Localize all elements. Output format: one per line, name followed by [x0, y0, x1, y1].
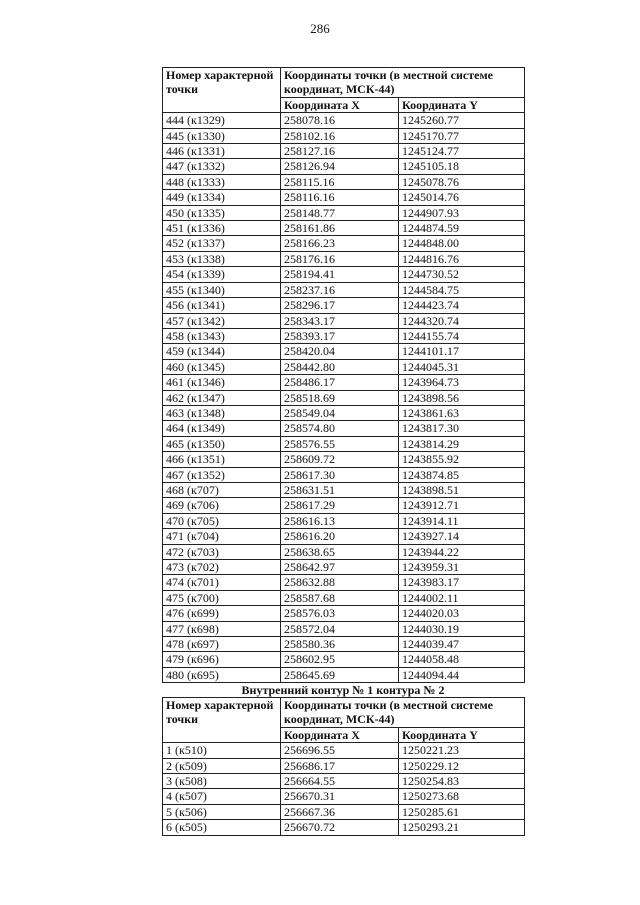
table-row: [163, 236, 525, 251]
point-number-cell: 474 (к701): [163, 575, 281, 590]
point-number-cell: 462 (к1347): [163, 390, 281, 405]
coordinate-y-cell: 1243914.11: [399, 513, 525, 528]
coordinate-x-cell: 258617.29: [281, 498, 399, 513]
header-coordinate-y: Координата Y: [399, 727, 525, 742]
table-row: [163, 251, 525, 266]
table-row: [163, 789, 525, 804]
coordinate-y-cell: 1244045.31: [399, 359, 525, 374]
coordinate-y-cell: 1243944.22: [399, 544, 525, 559]
header-coordinate-x: Координата X: [281, 97, 399, 112]
point-number-cell: 469 (к706): [163, 498, 281, 513]
coordinate-y-cell: 1245105.18: [399, 159, 525, 174]
point-number-cell: 461 (к1346): [163, 375, 281, 390]
point-number-cell: 450 (к1335): [163, 205, 281, 220]
coordinate-y-cell: 1250254.83: [399, 774, 525, 789]
coordinate-y-cell: 1245170.77: [399, 128, 525, 143]
table-row: [163, 652, 525, 667]
point-number-cell: 464 (к1349): [163, 421, 281, 436]
coordinate-y-cell: 1243817.30: [399, 421, 525, 436]
point-number-cell: 479 (к696): [163, 652, 281, 667]
point-number-cell: 449 (к1334): [163, 190, 281, 205]
coordinate-y-cell: 1243964.73: [399, 375, 525, 390]
coordinate-y-cell: 1243959.31: [399, 560, 525, 575]
table-row: [163, 575, 525, 590]
coordinates-table-body: [163, 113, 525, 683]
point-number-cell: 456 (к1341): [163, 298, 281, 313]
point-number-cell: 477 (к698): [163, 621, 281, 636]
coordinate-x-cell: 258580.36: [281, 637, 399, 652]
coordinate-y-cell: 1250229.12: [399, 758, 525, 773]
table-row: [163, 174, 525, 189]
header-coordinate-x: Координата X: [281, 727, 399, 742]
coordinate-x-cell: 258343.17: [281, 313, 399, 328]
coordinate-y-cell: 1245124.77: [399, 144, 525, 159]
coordinate-x-cell: 258574.80: [281, 421, 399, 436]
coordinate-y-cell: 1244030.19: [399, 621, 525, 636]
header-point-number: Номер характерной точки: [163, 68, 281, 113]
point-number-cell: 447 (к1332): [163, 159, 281, 174]
point-number-cell: 473 (к702): [163, 560, 281, 575]
table-row: [163, 606, 525, 621]
table-row: [163, 590, 525, 605]
point-number-cell: 3 (к508): [163, 774, 281, 789]
point-number-cell: 5 (к506): [163, 804, 281, 819]
table-row: [163, 498, 525, 513]
coordinate-x-cell: 258645.69: [281, 667, 399, 682]
coordinate-x-cell: 258616.13: [281, 513, 399, 528]
point-number-cell: 454 (к1339): [163, 267, 281, 282]
point-number-cell: 460 (к1345): [163, 359, 281, 374]
point-number-cell: 470 (к705): [163, 513, 281, 528]
point-number-cell: 476 (к699): [163, 606, 281, 621]
point-number-cell: 451 (к1336): [163, 221, 281, 236]
table-row: [163, 190, 525, 205]
coordinate-y-cell: 1245014.76: [399, 190, 525, 205]
coordinate-x-cell: 258518.69: [281, 390, 399, 405]
table-row: [163, 205, 525, 220]
coordinate-x-cell: 258176.16: [281, 251, 399, 266]
table-row: [163, 544, 525, 559]
coordinate-y-cell: 1244101.17: [399, 344, 525, 359]
coordinate-y-cell: 1243874.85: [399, 467, 525, 482]
coordinate-x-cell: 258549.04: [281, 405, 399, 420]
coordinate-y-cell: 1244816.76: [399, 251, 525, 266]
coordinate-x-cell: 258631.51: [281, 482, 399, 497]
coordinate-x-cell: 256664.55: [281, 774, 399, 789]
table-row: [163, 452, 525, 467]
coordinate-y-cell: 1244874.59: [399, 221, 525, 236]
coordinate-y-cell: 1243861.63: [399, 405, 525, 420]
coordinate-x-cell: 258616.20: [281, 529, 399, 544]
coordinate-y-cell: 1243814.29: [399, 436, 525, 451]
section-title: Внутренний контур № 1 контура № 2: [241, 683, 445, 697]
coordinate-y-cell: 1243855.92: [399, 452, 525, 467]
table-row: [163, 344, 525, 359]
coordinate-x-cell: 258078.16: [281, 113, 399, 128]
table-row: [163, 667, 525, 682]
coordinate-y-cell: 1244020.03: [399, 606, 525, 621]
coordinate-y-cell: 1244094.44: [399, 667, 525, 682]
table-row: [163, 621, 525, 636]
point-number-cell: 455 (к1340): [163, 282, 281, 297]
table-row: [163, 513, 525, 528]
point-number-cell: 446 (к1331): [163, 144, 281, 159]
point-number-cell: 444 (к1329): [163, 113, 281, 128]
coordinate-x-cell: 258420.04: [281, 344, 399, 359]
table-row: [163, 328, 525, 343]
coordinate-y-cell: 1243927.14: [399, 529, 525, 544]
point-number-cell: 458 (к1343): [163, 328, 281, 343]
table-row: [163, 774, 525, 789]
table-row: [163, 758, 525, 773]
coordinate-x-cell: 258161.86: [281, 221, 399, 236]
table-row: [163, 467, 525, 482]
coordinate-x-cell: 258148.77: [281, 205, 399, 220]
coordinate-x-cell: 258393.17: [281, 328, 399, 343]
coordinate-x-cell: 258486.17: [281, 375, 399, 390]
coordinate-x-cell: 258617.30: [281, 467, 399, 482]
coordinate-y-cell: 1245260.77: [399, 113, 525, 128]
point-number-cell: 459 (к1344): [163, 344, 281, 359]
coordinate-x-cell: 258587.68: [281, 590, 399, 605]
table-row: [163, 159, 525, 174]
coordinate-y-cell: 1244039.47: [399, 637, 525, 652]
point-number-cell: 480 (к695): [163, 667, 281, 682]
table-row: [163, 128, 525, 143]
point-number-cell: 6 (к505): [163, 820, 281, 835]
table-row: [163, 375, 525, 390]
point-number-cell: 467 (к1352): [163, 467, 281, 482]
coordinate-x-cell: 258638.65: [281, 544, 399, 559]
coordinate-y-cell: 1250221.23: [399, 743, 525, 758]
header-coordinates: Координаты точки (в местной системе координат, МСК-44): [281, 698, 525, 728]
coordinate-x-cell: 258166.23: [281, 236, 399, 251]
table-row: [163, 421, 525, 436]
page-number: 286: [310, 21, 330, 36]
coordinate-y-cell: 1244730.52: [399, 267, 525, 282]
coordinate-y-cell: 1243898.56: [399, 390, 525, 405]
table-row: [163, 390, 525, 405]
coordinate-y-cell: 1244002.11: [399, 590, 525, 605]
table-row: [163, 560, 525, 575]
coordinate-y-cell: 1244058.48: [399, 652, 525, 667]
point-number-cell: 453 (к1338): [163, 251, 281, 266]
header-point-number: Номер характерной точки: [163, 698, 281, 743]
coordinate-x-cell: 258576.03: [281, 606, 399, 621]
point-number-cell: 463 (к1348): [163, 405, 281, 420]
coordinate-y-cell: 1243983.17: [399, 575, 525, 590]
coordinate-x-cell: 256670.72: [281, 820, 399, 835]
coordinate-x-cell: 258442.80: [281, 359, 399, 374]
inner-contour-table-body: [163, 743, 525, 835]
coordinate-y-cell: 1250285.61: [399, 804, 525, 819]
coordinate-y-cell: 1244320.74: [399, 313, 525, 328]
table-row: [163, 144, 525, 159]
coordinate-y-cell: 1244848.00: [399, 236, 525, 251]
coordinate-x-cell: 258642.97: [281, 560, 399, 575]
point-number-cell: 468 (к707): [163, 482, 281, 497]
coordinate-x-cell: 258127.16: [281, 144, 399, 159]
coordinate-y-cell: 1250273.68: [399, 789, 525, 804]
header-coordinates: Координаты точки (в местной системе координат, МСК-44): [281, 68, 525, 98]
coordinate-x-cell: 256696.55: [281, 743, 399, 758]
coordinate-y-cell: 1244584.75: [399, 282, 525, 297]
inner-contour-table: [162, 697, 525, 836]
point-number-cell: 2 (к509): [163, 758, 281, 773]
coordinate-x-cell: 258576.55: [281, 436, 399, 451]
point-number-cell: 4 (к507): [163, 789, 281, 804]
point-number-cell: 472 (к703): [163, 544, 281, 559]
point-number-cell: 452 (к1337): [163, 236, 281, 251]
table-row: [163, 282, 525, 297]
table-row: [163, 529, 525, 544]
coordinate-x-cell: 258632.88: [281, 575, 399, 590]
table-row: [163, 359, 525, 374]
coordinate-x-cell: 258296.17: [281, 298, 399, 313]
coordinate-x-cell: 258102.16: [281, 128, 399, 143]
point-number-cell: 445 (к1330): [163, 128, 281, 143]
coordinate-y-cell: 1243898.51: [399, 482, 525, 497]
coordinate-x-cell: 258116.16: [281, 190, 399, 205]
point-number-cell: 478 (к697): [163, 637, 281, 652]
table-row: [163, 804, 525, 819]
point-number-cell: 471 (к704): [163, 529, 281, 544]
table-row: [163, 436, 525, 451]
coordinate-x-cell: 258194.41: [281, 267, 399, 282]
point-number-cell: 466 (к1351): [163, 452, 281, 467]
coordinate-x-cell: 258602.95: [281, 652, 399, 667]
header-coordinate-y: Координата Y: [399, 97, 525, 112]
coordinate-y-cell: 1244155.74: [399, 328, 525, 343]
coordinate-x-cell: 258572.04: [281, 621, 399, 636]
table-row: [163, 637, 525, 652]
point-number-cell: 1 (к510): [163, 743, 281, 758]
coordinate-y-cell: 1244907.93: [399, 205, 525, 220]
coordinate-y-cell: 1243912.71: [399, 498, 525, 513]
table-row: [163, 482, 525, 497]
table-row: [163, 267, 525, 282]
coordinate-y-cell: 1250293.21: [399, 820, 525, 835]
coordinate-x-cell: 258115.16: [281, 174, 399, 189]
table-row: [163, 298, 525, 313]
coordinate-x-cell: 256670.31: [281, 789, 399, 804]
coordinate-x-cell: 256667.36: [281, 804, 399, 819]
coordinate-x-cell: 258609.72: [281, 452, 399, 467]
table-row: [163, 820, 525, 835]
coordinate-x-cell: 256686.17: [281, 758, 399, 773]
table-row: [163, 313, 525, 328]
coordinate-x-cell: 258126.94: [281, 159, 399, 174]
coordinate-x-cell: 258237.16: [281, 282, 399, 297]
table-row: [163, 743, 525, 758]
point-number-cell: 475 (к700): [163, 590, 281, 605]
point-number-cell: 465 (к1350): [163, 436, 281, 451]
coordinate-y-cell: 1244423.74: [399, 298, 525, 313]
table-row: [163, 405, 525, 420]
point-number-cell: 457 (к1342): [163, 313, 281, 328]
table-row: [163, 113, 525, 128]
table-row: [163, 221, 525, 236]
point-number-cell: 448 (к1333): [163, 174, 281, 189]
coordinates-table: [162, 67, 525, 683]
coordinate-y-cell: 1245078.76: [399, 174, 525, 189]
